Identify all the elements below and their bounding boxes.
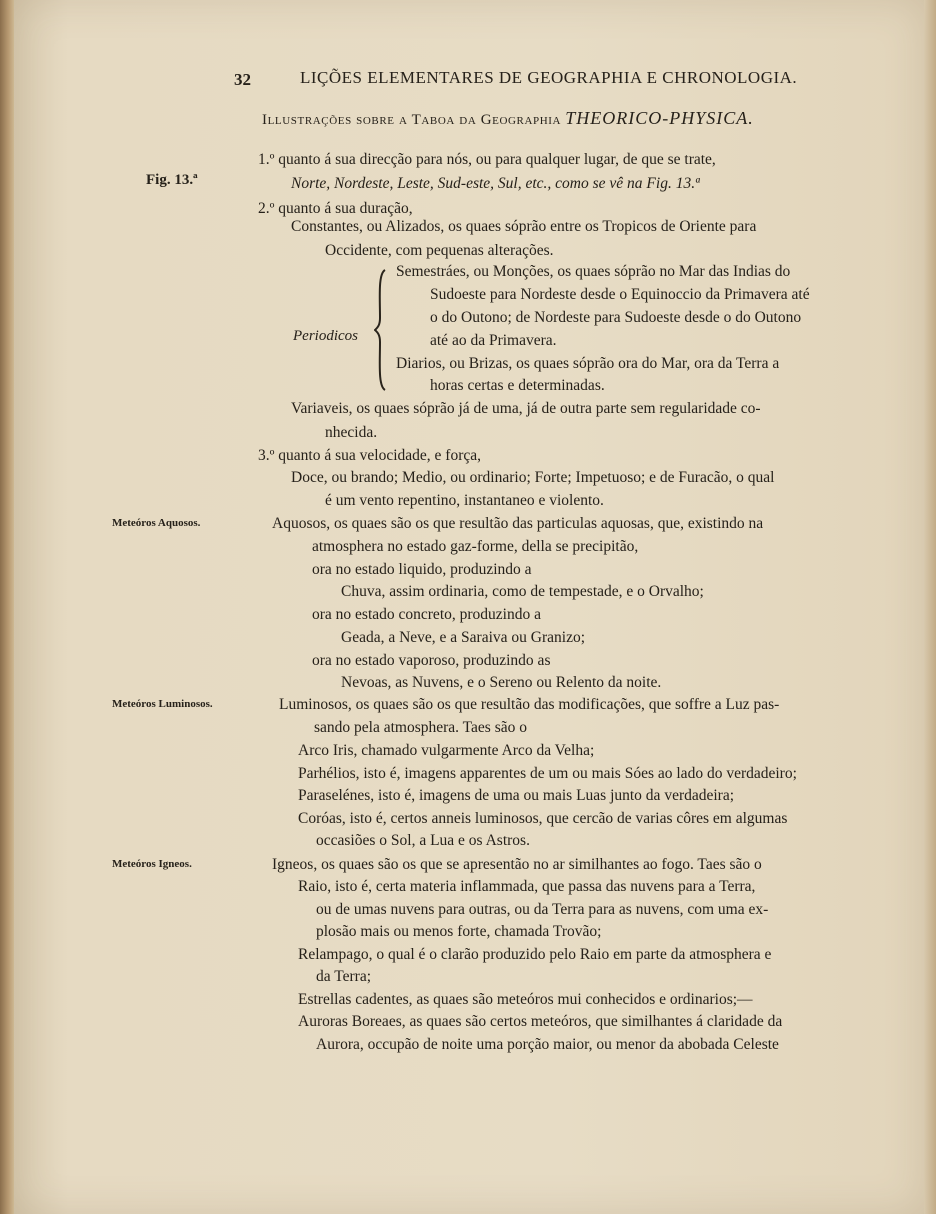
margin-fig-ref: Fig. 13.ª bbox=[146, 172, 198, 188]
text-line: ora no estado liquido, produzindo a bbox=[312, 561, 532, 578]
text-line: Igneos, os quaes são os que se apresentão no ar similhantes ao fogo. Taes são o bbox=[272, 856, 762, 873]
running-title: LIÇÕES ELEMENTARES DE GEOGRAPHIA E CHRONOLOGIA. bbox=[300, 68, 798, 87]
text-line: Paraselénes, isto é, imagens de uma ou mais Luas junto da verdadeira; bbox=[298, 787, 735, 804]
text-line: Relampago, o qual é o clarão produzido pelo Raio em parte da atmosphera e bbox=[298, 946, 772, 963]
text-line: Nevoas, as Nuvens, e o Sereno ou Relento da noite. bbox=[341, 674, 662, 691]
text-line: Norte, Nordeste, Leste, Sud-este, Sul, etc., como se vê na Fig. 13.ª bbox=[291, 175, 700, 192]
text-line: sando pela atmosphera. Taes são o bbox=[314, 719, 527, 736]
text-line: Aquosos, os quaes são os que resultão das particulas aquosas, que, existindo na bbox=[272, 515, 764, 532]
text-line: Doce, ou brando; Medio, ou ordinario; Forte; Impetuoso; e de Furacão, o qual bbox=[291, 469, 775, 486]
text-line: até ao da Primavera. bbox=[430, 332, 557, 349]
text-line: Diarios, ou Brizas, os quaes sóprão ora do Mar, ora da Terra a bbox=[396, 355, 780, 372]
text-line: Coróas, isto é, certos anneis luminosos, que cercão de varias côres em algumas bbox=[298, 810, 788, 827]
subtitle-italic: THEORICO-PHYSICA. bbox=[565, 108, 754, 128]
text-line: Sudoeste para Nordeste desde o Equinoccio da Primavera até bbox=[430, 286, 810, 303]
text-line: atmosphera no estado gaz-forme, della se precipitão, bbox=[312, 538, 639, 555]
text-line: ou de umas nuvens para outras, ou da Terra para as nuvens, com uma ex- bbox=[316, 901, 769, 918]
text-line: 2.º quanto á sua duração, bbox=[258, 200, 413, 217]
text-line: Arco Iris, chamado vulgarmente Arco da Velha; bbox=[298, 742, 595, 759]
text-line: Occidente, com pequenas alterações. bbox=[325, 242, 554, 259]
periodicos-brace bbox=[374, 268, 386, 392]
text-line: ora no estado concreto, produzindo a bbox=[312, 606, 541, 623]
margin-periodicos: Periodicos bbox=[293, 328, 358, 344]
text-line: Semestráes, ou Monções, os quaes sóprão no Mar das Indias do bbox=[396, 263, 791, 280]
subtitle-plain: Illustrações sobre a Taboa da Geographia bbox=[262, 112, 562, 128]
text-line: Aurora, occupão de noite uma porção maior, ou menor da abobada Celeste bbox=[316, 1036, 779, 1053]
text-line: occasiões o Sol, a Lua e os Astros. bbox=[316, 832, 530, 849]
margin-igneos: Meteóros Igneos. bbox=[112, 858, 192, 870]
section-subtitle bbox=[262, 108, 754, 131]
page-edge bbox=[924, 0, 936, 1214]
book-spine bbox=[0, 0, 14, 1214]
page-number: 32 bbox=[234, 70, 251, 89]
text-line: Geada, a Neve, e a Saraiva ou Granizo; bbox=[341, 629, 586, 646]
margin-luminosos: Meteóros Luminosos. bbox=[112, 698, 213, 710]
text-line: plosão mais ou menos forte, chamada Trovão; bbox=[316, 923, 602, 940]
text-line: da Terra; bbox=[316, 968, 371, 985]
text-line: é um vento repentino, instantaneo e violento. bbox=[325, 492, 604, 509]
text-line: horas certas e determinadas. bbox=[430, 377, 605, 394]
text-line: Luminosos, os quaes são os que resultão das modificações, que soffre a Luz pas- bbox=[279, 696, 780, 713]
text-line: Estrellas cadentes, as quaes são meteóros mui conhecidos e ordinarios;— bbox=[298, 991, 753, 1008]
text-line: Raio, isto é, certa materia inflammada, que passa das nuvens para a Terra, bbox=[298, 878, 756, 895]
margin-aquosos: Meteóros Aquosos. bbox=[112, 517, 201, 529]
text-line: Variaveis, os quaes sóprão já de uma, já de outra parte sem regularidade co- bbox=[291, 400, 761, 417]
text-line: Auroras Boreaes, as quaes são certos meteóros, que similhantes á claridade da bbox=[298, 1013, 783, 1030]
text-line: o do Outono; de Nordeste para Sudoeste desde o do Outono bbox=[430, 309, 802, 326]
text-line: Chuva, assim ordinaria, como de tempestade, e o Orvalho; bbox=[341, 583, 704, 600]
text-line: 1.º quanto á sua direcção para nós, ou para qualquer lugar, de que se trate, bbox=[258, 151, 716, 168]
text-line: Constantes, ou Alizados, os quaes sóprão entre os Tropicos de Oriente para bbox=[291, 218, 757, 235]
text-line: 3.º quanto á sua velocidade, e força, bbox=[258, 447, 482, 464]
text-line: ora no estado vaporoso, produzindo as bbox=[312, 652, 551, 669]
text-line: Parhélios, isto é, imagens apparentes de um ou mais Sóes ao lado do verdadeiro; bbox=[298, 765, 797, 782]
text-line: nhecida. bbox=[325, 424, 378, 441]
